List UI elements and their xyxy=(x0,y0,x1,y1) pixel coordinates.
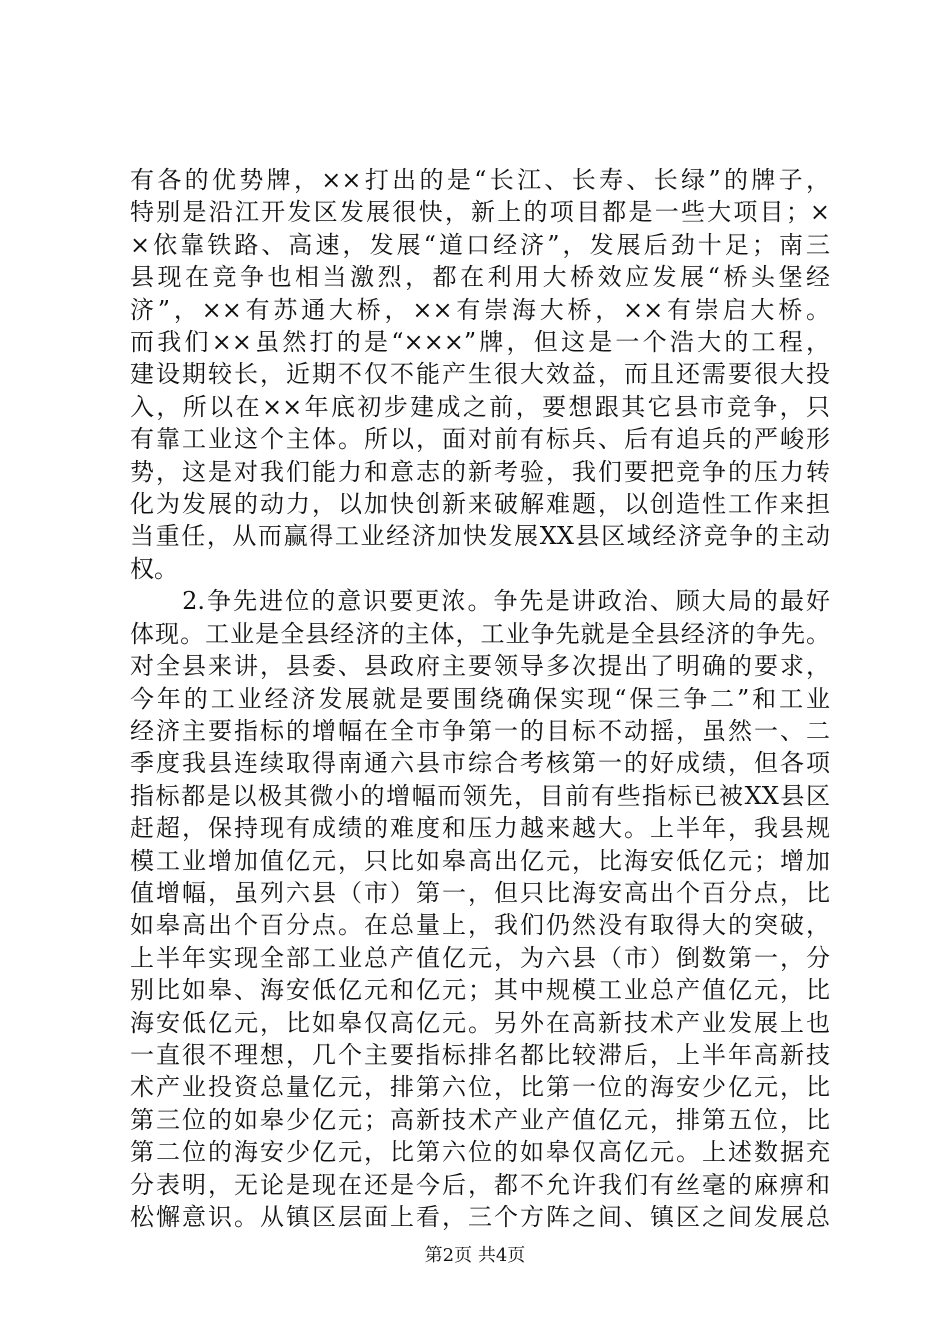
text-line-15: 体现。工业是全县经济的主体，工业争先就是全县经济的争先。 xyxy=(130,619,830,648)
text-line-25: 上半年实现全部工业总产值亿元，为六县（市）倒数第一，分 xyxy=(130,943,830,972)
text-line-6: 而我们××虽然打的是“×××”牌，但这是一个浩大的工程， xyxy=(130,328,830,357)
page-footer xyxy=(0,1244,950,1268)
text-line-18: 经济主要指标的增幅在全市争第一的目标不动摇，虽然一、二 xyxy=(130,716,830,745)
text-line-33: 松懈意识。从镇区层面上看，三个方阵之间、镇区之间发展总 xyxy=(130,1203,830,1231)
text-line-16: 对全县来讲，县委、县政府主要领导多次提出了明确的要求， xyxy=(130,652,830,681)
text-line-4: 县现在竞争也相当激烈，都在利用大桥效应发展“桥头堡经 xyxy=(130,263,830,292)
body-text xyxy=(130,164,830,1233)
text-line-11: 化为发展的动力，以加快创新来破解难题，以创造性工作来担 xyxy=(130,490,830,519)
text-line-7: 建设期较长，近期不仅不能产生很大效益，而且还需要很大投 xyxy=(130,360,830,389)
text-line-17: 今年的工业经济发展就是要围绕确保实现“保三争二”和工业 xyxy=(130,684,830,713)
text-line-12: 当重任，从而赢得工业经济加快发展XX县区域经济竞争的主动 xyxy=(130,522,830,551)
text-line-2: 特别是沿江开发区发展很快，新上的项目都是一些大项目；× xyxy=(130,198,830,227)
text-line-3: ×依靠铁路、高速，发展“道口经济”，发展后劲十足；南三 xyxy=(130,230,830,259)
page-number-label: 第2页 共4页 xyxy=(424,1245,526,1266)
text-line-32: 分表明，无论是现在还是今后，都不允许我们有丝毫的麻痹和 xyxy=(130,1170,830,1199)
text-line-5: 济”，××有苏通大桥，××有崇海大桥，××有崇启大桥。 xyxy=(130,295,830,324)
text-line-27: 海安低亿元，比如皋仅高亿元。另外在高新技术产业发展上也 xyxy=(130,1008,830,1037)
text-line-9: 有靠工业这个主体。所以，面对前有标兵、后有追兵的严峻形 xyxy=(130,425,830,454)
text-line-19: 季度我县连续取得南通六县市综合考核第一的好成绩，但各项 xyxy=(130,749,830,778)
text-line-10: 势，这是对我们能力和意志的新考验，我们要把竞争的压力转 xyxy=(130,457,830,486)
text-line-23: 值增幅，虽列六县（市）第一，但只比海安高出个百分点，比 xyxy=(130,878,830,907)
text-line-1: 有各的优势牌，××打出的是“长江、长寿、长绿”的牌子， xyxy=(130,166,830,194)
text-line-29: 术产业投资总量亿元，排第六位，比第一位的海安少亿元，比 xyxy=(130,1073,830,1102)
text-line-8: 入，所以在××年底初步建成之前，要想跟其它县市竞争，只 xyxy=(130,392,830,421)
text-line-26: 别比如皋、海安低亿元和亿元；其中规模工业总产值亿元，比 xyxy=(130,976,830,1005)
text-line-14: 2.争先进位的意识要更浓。争先是讲政治、顾大局的最好 xyxy=(130,587,830,616)
text-line-31: 第二位的海安少亿元，比第六位的如皋仅高亿元。上述数据充 xyxy=(130,1138,830,1167)
text-line-24: 如皋高出个百分点。在总量上，我们仍然没有取得大的突破， xyxy=(130,911,830,940)
text-line-20: 指标都是以极其微小的增幅而领先，目前有些指标已被XX县区 xyxy=(130,781,830,810)
text-line-13: 权。 xyxy=(130,554,178,583)
text-line-21: 赶超，保持现有成绩的难度和压力越来越大。上半年，我县规 xyxy=(130,814,830,843)
text-line-28: 一直很不理想，几个主要指标排名都比较滞后，上半年高新技 xyxy=(130,1040,830,1069)
text-line-30: 第三位的如皋少亿元；高新技术产业产值亿元，排第五位，比 xyxy=(130,1105,830,1134)
text-line-22: 模工业增加值亿元，只比如皋高出亿元，比海安低亿元；增加 xyxy=(130,846,830,875)
